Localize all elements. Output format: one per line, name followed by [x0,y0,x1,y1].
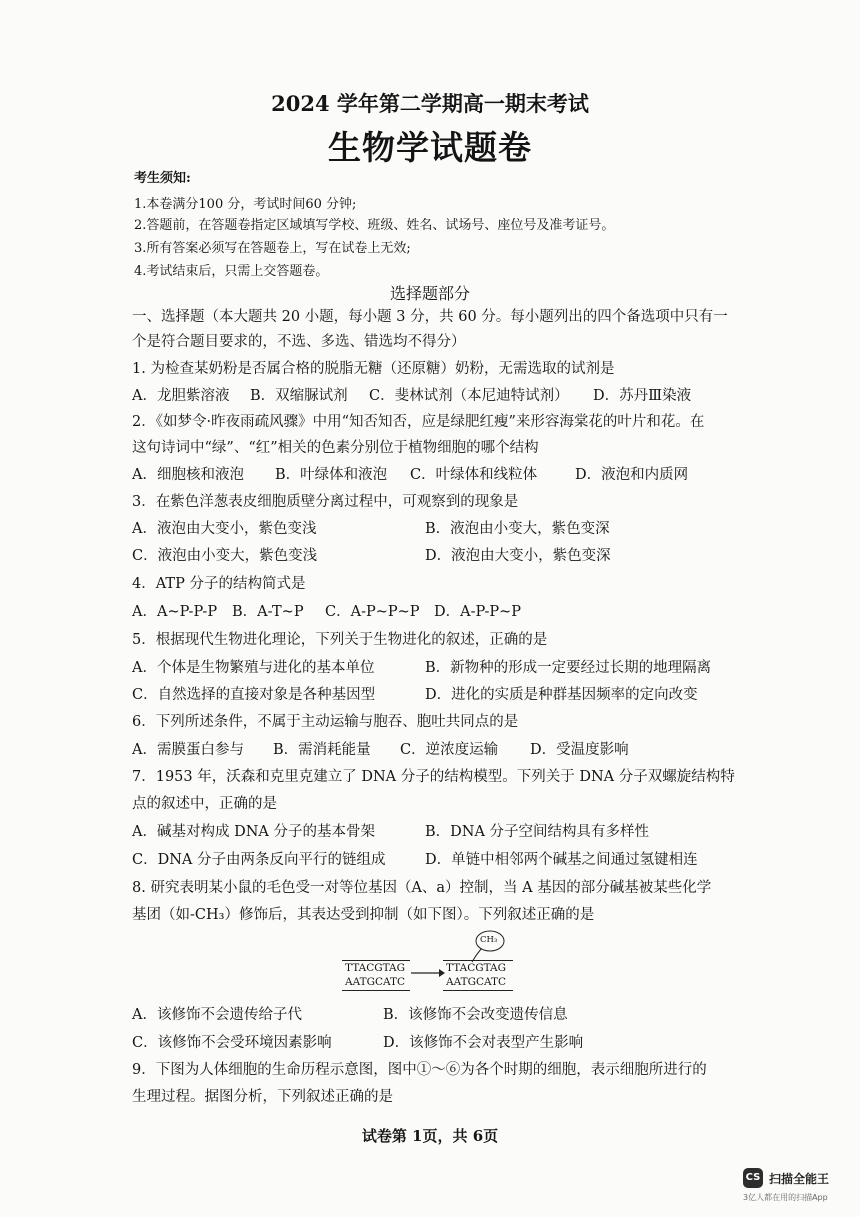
section-title: 选择题部分 [389,284,470,303]
option-a: A．A~P-P-P [132,604,218,620]
question-stem: 5．根据现代生物进化理论，下列关于生物进化的叙述，正确的是 [132,632,548,648]
dna-strand-bottom: AATGCATC [446,976,507,988]
dna-strand-top: TTACGTAG [345,962,406,974]
question-stem: 6．下列所述条件，不属于主动运输与胞吞、胞吐共同点的是 [132,714,519,730]
notice-item: 2.答题前，在答题卷指定区域填写学校、班级、姓名、试场号、座位号及准考证号。 [134,218,615,233]
option-a: A．碱基对构成 DNA 分子的基本骨架 [132,824,375,840]
question-stem: 9．下图为人体细胞的生命历程示意图，图中①～⑥为各个时期的细胞，表示细胞所进行的 [132,1062,707,1078]
option-b: B．DNA 分子空间结构具有多样性 [425,824,650,840]
scanner-tagline: 3亿人都在用的扫描App [743,1193,828,1202]
question-stem: 8. 研究表明某小鼠的毛色受一对等位基因（A、a）控制，当 A 基因的部分碱基被某些化学 [132,880,712,896]
option-a: A．需膜蛋白参与 [132,742,244,758]
notice-item: 4.考试结束后，只需上交答题卷。 [134,264,329,279]
option-b: B．液泡由小变大，紫色变深 [425,521,610,537]
option-c: C．自然选择的直接对象是各种基因型 [132,687,376,703]
subject-title: 生物学试题卷 [328,128,532,167]
methyl-bubble-icon [466,928,506,964]
option-c: C．该修饰不会受环境因素影响 [132,1035,332,1051]
option-c: C．逆浓度运输 [400,742,499,758]
question-stem: 基团（如-CH₃）修饰后，其表达受到抑制（如下图）。下列叙述正确的是 [132,907,595,923]
exam-title: 2024 学年第二学期高一期末考试 [271,91,589,116]
option-a: A．个体是生物繁殖与进化的基本单位 [132,660,375,676]
scanner-app-name: 扫描全能王 [769,1172,830,1186]
notice-heading: 考生须知: [134,171,191,186]
page-footer: 试卷第 1页，共 6页 [361,1127,499,1145]
option-b: B．需消耗能量 [273,742,371,758]
question-stem: 生理过程。据图分析，下列叙述正确的是 [132,1089,393,1105]
question-stem: 点的叙述中，正确的是 [132,796,277,812]
question-stem: 1. 为检查某奶粉是否属合格的脱脂无糖（还原糖）奶粉，无需选取的试剂是 [132,361,615,377]
option-d: D．该修饰不会对表型产生影响 [383,1035,584,1051]
option-a: A．龙胆紫溶液 [132,388,230,404]
question-stem: 4．ATP 分子的结构简式是 [132,576,306,592]
arrow-right-icon [410,966,446,980]
option-c: C．A-P~P~P [325,604,420,620]
option-b: B．双缩脲试剂 [250,388,348,404]
methyl-label: CH₃ [480,935,498,945]
option-d: D．受温度影响 [530,742,629,758]
dna-strand-bottom: AATGCATC [345,976,406,988]
question-stem: 7．1953 年，沃森和克里克建立了 DNA 分子的结构模型。下列关于 DNA 分子双螺旋结构特 [132,769,735,785]
question-stem: 3．在紫色洋葱表皮细胞质壁分离过程中，可观察到的现象是 [132,494,519,510]
option-b: B．叶绿体和液泡 [275,467,388,483]
option-d: D．A-P-P~P [434,604,522,620]
option-a: A．该修饰不会遗传给子代 [132,1007,302,1023]
notice-item: 1.本卷满分100 分，考试时间60 分钟; [134,197,357,212]
option-d: D．苏丹Ⅲ染液 [593,388,692,404]
section-instruction: 个是符合题目要求的，不选、多选、错选均不得分） [132,334,466,350]
option-c: C．液泡由小变大，紫色变浅 [132,548,318,564]
scanner-logo: CS [743,1168,763,1188]
option-d: D．进化的实质是种群基因频率的定向改变 [425,687,698,703]
option-c: C．DNA 分子由两条反向平行的链组成 [132,852,386,868]
notice-item: 3.所有答案必须写在答题卷上，写在试卷上无效; [134,241,411,256]
option-d: D．单链中相邻两个碱基之间通过氢键相连 [425,852,698,868]
option-b: B．新物种的形成一定要经过长期的地理隔离 [425,660,712,676]
option-c: C．叶绿体和线粒体 [410,467,538,483]
option-d: D．液泡由大变小，紫色变深 [425,548,611,564]
option-b: B．A-T~P [232,604,304,620]
option-d: D．液泡和内质网 [575,467,689,483]
question-stem: 这句诗词中“绿”、“红”相关的色素分别位于植物细胞的哪个结构 [132,440,539,456]
question-stem: 2．《如梦令·昨夜雨疏风骤》中用“知否知否，应是绿肥红瘦”来形容海棠花的叶片和花。在 [132,414,705,430]
option-a: A．细胞核和液泡 [132,467,244,483]
section-instruction: 一、选择题（本大题共 20 小题，每小题 3 分，共 60 分。每小题列出的四个备选项中只有一 [132,309,728,325]
dna-strand-top: TTACGTAG [446,962,507,974]
option-a: A．液泡由大变小，紫色变浅 [132,521,317,537]
option-b: B．该修饰不会改变遗传信息 [383,1007,568,1023]
option-c: C．斐林试剂（本尼迪特试剂） [369,388,569,404]
